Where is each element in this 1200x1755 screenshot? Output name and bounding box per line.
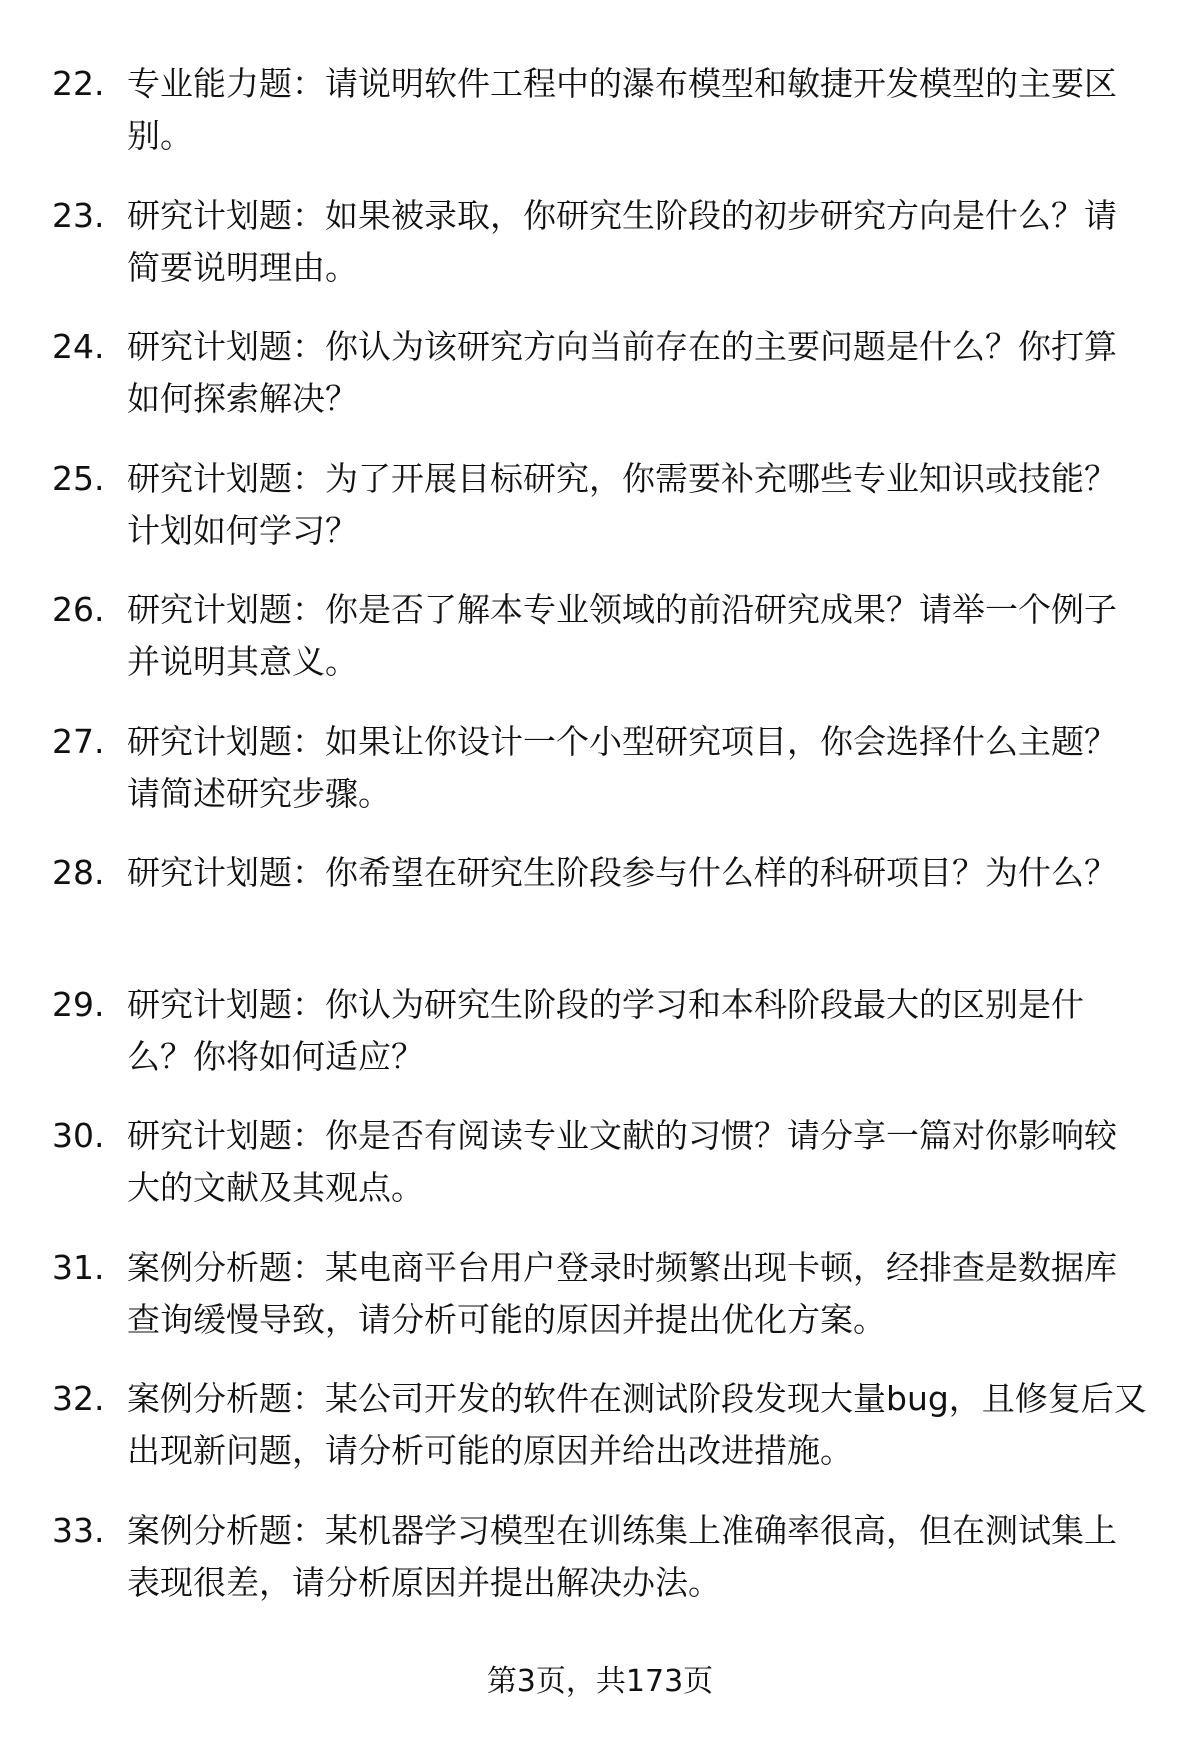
question-number: 27. [52,721,105,761]
question-text: 专业能力题：请说明软件工程中的瀑布模型和敏捷开发模型的主要区别。 [127,64,1117,155]
question-text: 研究计划题：你是否有阅读专业文献的习惯？请分享一篇对你影响较大的文献及其观点。 [127,1116,1117,1207]
question-text: 研究计划题：为了开展目标研究，你需要补充哪些专业知识或技能？计划如何学习？ [127,458,1117,550]
question-number: 33. [52,1510,105,1550]
question-item [0,190,1200,322]
question-item [0,453,1200,585]
question-text: 研究计划题：你希望在研究生阶段参与什么样的科研项目？为什么？ [127,853,1117,892]
question-number: 24. [52,327,105,366]
question-text: 研究计划题：你认为该研究方向当前存在的主要问题是什么？你打算如何探索解决？ [127,327,1117,418]
question-text: 研究计划题：你是否了解本专业领域的前沿研究成果？请举一个例子并说明其意义。 [127,590,1117,681]
question-text: 案例分析题：某电商平台用户登录时频繁出现卡顿，经排查是数据库查询缓慢导致，请分析可能的原因并提出优化方案。 [127,1247,1117,1339]
question-text: 案例分析题：某机器学习模型在训练集上准确率很高，但在测试集上表现很差，请分析原因并提出解决办法。 [127,1510,1117,1602]
question-item [0,321,1200,453]
question-number: 29. [52,984,105,1024]
question-item [0,1373,1200,1505]
question-text: 案例分析题：某公司开发的软件在测试阶段发现大量bug，且修复后又出现新问题，请分析可能的原因并给出改进措施。 [127,1379,1147,1470]
question-number: 25. [52,458,105,498]
question-item [0,1242,1200,1374]
question-number: 28. [52,853,105,892]
question-item [0,58,1200,190]
question-number: 23. [52,195,105,235]
question-item [0,979,1200,1111]
question-item [0,1505,1200,1637]
question-list [0,58,1200,1636]
question-item [0,584,1200,716]
question-text: 研究计划题：如果被录取，你研究生阶段的初步研究方向是什么？请简要说明理由。 [127,195,1117,287]
question-number: 30. [52,1116,105,1155]
question-text: 研究计划题：你认为研究生阶段的学习和本科阶段最大的区别是什么？你将如何适应？ [127,984,1084,1076]
question-number: 32. [52,1379,105,1418]
question-item [0,716,1200,848]
question-number: 22. [52,64,105,103]
page-footer: 第3页，共173页 [486,1664,714,1699]
question-text: 研究计划题：如果让你设计一个小型研究项目，你会选择什么主题？请简述研究步骤。 [127,721,1117,813]
question-number: 26. [52,590,105,629]
question-item [0,1110,1200,1242]
question-number: 31. [52,1247,105,1287]
question-item [0,847,1200,979]
